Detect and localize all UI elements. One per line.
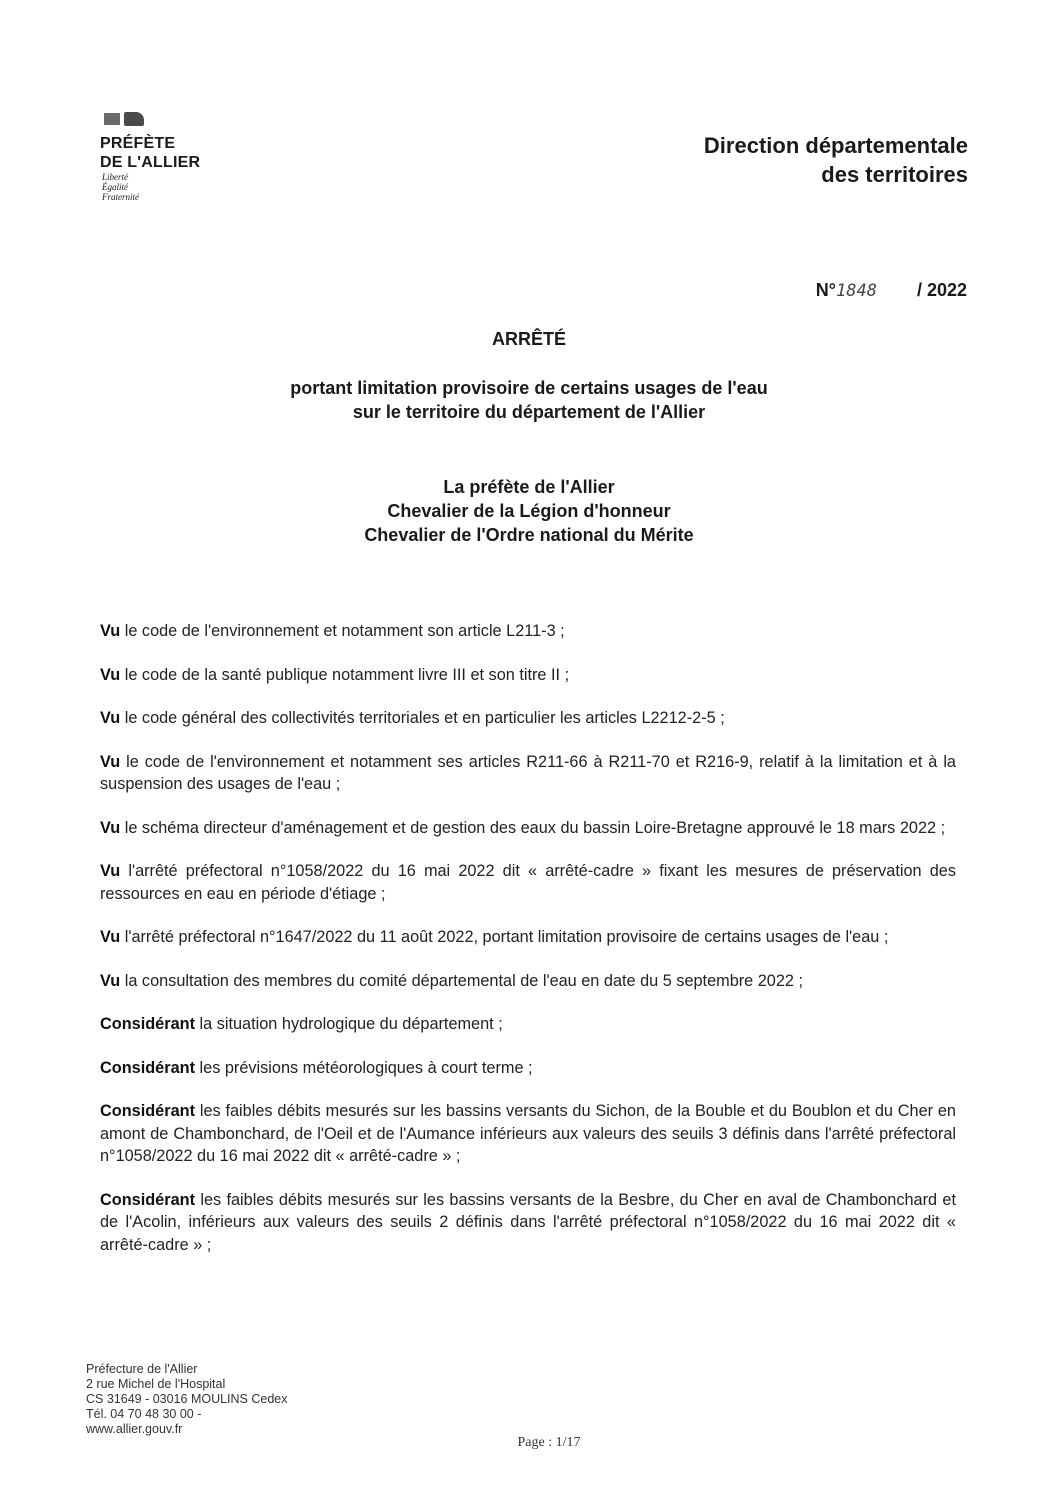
paragraph: Vu le code général des collectivités territoriales et en particulier les articles L2212-2-5 ; xyxy=(100,709,725,727)
marianne-icon xyxy=(104,110,230,128)
motto-egalite: Égalité xyxy=(102,182,128,192)
footer-line: Préfecture de l'Allier xyxy=(86,1362,198,1376)
footer-line: 2 rue Michel de l'Hospital xyxy=(86,1377,226,1391)
number-handwritten: 1848 xyxy=(835,281,877,301)
direction-line-2: des territoires xyxy=(821,162,968,187)
subject-line-1: portant limitation provisoire de certains usages de l'eau xyxy=(290,378,768,398)
prefet-line-1: La préfète de l'Allier xyxy=(443,477,615,497)
paragraph: Considérant les faibles débits mesurés sur les bassins versants du Sichon, de la Bouble et du Boublon et du Cher en amont de Chambonchard, de l'Oeil et de l'Aumance inférieurs aux valeurs des seuils 3 définis dans l'arrêté préfectoral n°1058/2022 du 16 mai 2022 dit « arrêté-cadre » ; xyxy=(100,1102,956,1165)
document-body xyxy=(100,620,956,1277)
direction-heading xyxy=(704,131,968,189)
footer-line: CS 31649 - 03016 MOULINS Cedex xyxy=(86,1392,288,1406)
paragraph: Considérant la situation hydrologique du département ; xyxy=(100,1015,503,1033)
subject-line-2: sur le territoire du département de l'Allier xyxy=(352,402,706,422)
paragraph: Vu le code de l'environnement et notamment son article L211-3 ; xyxy=(100,622,565,640)
prefecture-logo xyxy=(100,110,230,202)
document-title: ARRÊTÉ xyxy=(491,329,566,349)
paragraph: Vu l'arrêté préfectoral n°1058/2022 du 16 mai 2022 dit « arrêté-cadre » fixant les mesures de préservation des ressources en eau en période d'étiage ; xyxy=(100,862,956,903)
paragraph: Considérant les prévisions météorologiques à court terme ; xyxy=(100,1058,533,1077)
number-year: / 2022 xyxy=(916,280,967,300)
number-prefix: N° xyxy=(815,280,836,300)
footer-website-link[interactable]: www.allier.gouv.fr xyxy=(86,1422,183,1436)
logo-line-2: DE L'ALLIER xyxy=(100,154,201,171)
arrete-number xyxy=(816,280,967,301)
paragraph: Vu la consultation des membres du comité départemental de l'eau en date du 5 septembre 2022 ; xyxy=(100,971,804,990)
paragraph: Vu le code de la santé publique notamment livre III et son titre II ; xyxy=(100,665,570,684)
footer-line: Tél. 04 70 48 30 00 - xyxy=(86,1407,202,1421)
footer-address xyxy=(86,1362,288,1437)
paragraph: Considérant les faibles débits mesurés sur les bassins versants de la Besbre, du Cher en aval de Chambonchard et de l'Acolin, inférieurs aux valeurs des seuils 2 définis dans l'arrêté préfectoral n°1058/2022 du 16 mai 2022 dit « arrêté-cadre » ; xyxy=(100,1190,956,1254)
prefet-line-3: Chevalier de l'Ordre national du Mérite xyxy=(364,525,694,545)
paragraph: Vu le schéma directeur d'aménagement et de gestion des eaux du bassin Loire-Bretagne approuvé le 18 mars 2022 ; xyxy=(100,818,946,837)
paragraph: Vu le code de l'environnement et notamment ses articles R211-66 à R211-70 et R216-9, relatif à la limitation et à la suspension des usages de l'eau ; xyxy=(100,752,956,793)
document-subject xyxy=(0,376,1058,424)
page-number: Page : 1/17 xyxy=(517,1435,581,1450)
paragraph: Vu l'arrêté préfectoral n°1647/2022 du 11 août 2022, portant limitation provisoire de certains usages de l'eau ; xyxy=(100,928,889,946)
prefet-titles xyxy=(0,475,1058,547)
motto-fraternite: Fraternité xyxy=(102,192,139,202)
motto-liberte: Liberté xyxy=(102,172,128,182)
prefet-line-2: Chevalier de la Légion d'honneur xyxy=(387,501,671,521)
direction-line-1: Direction départementale xyxy=(703,133,968,158)
logo-line-1: PRÉFÈTE xyxy=(100,135,176,152)
